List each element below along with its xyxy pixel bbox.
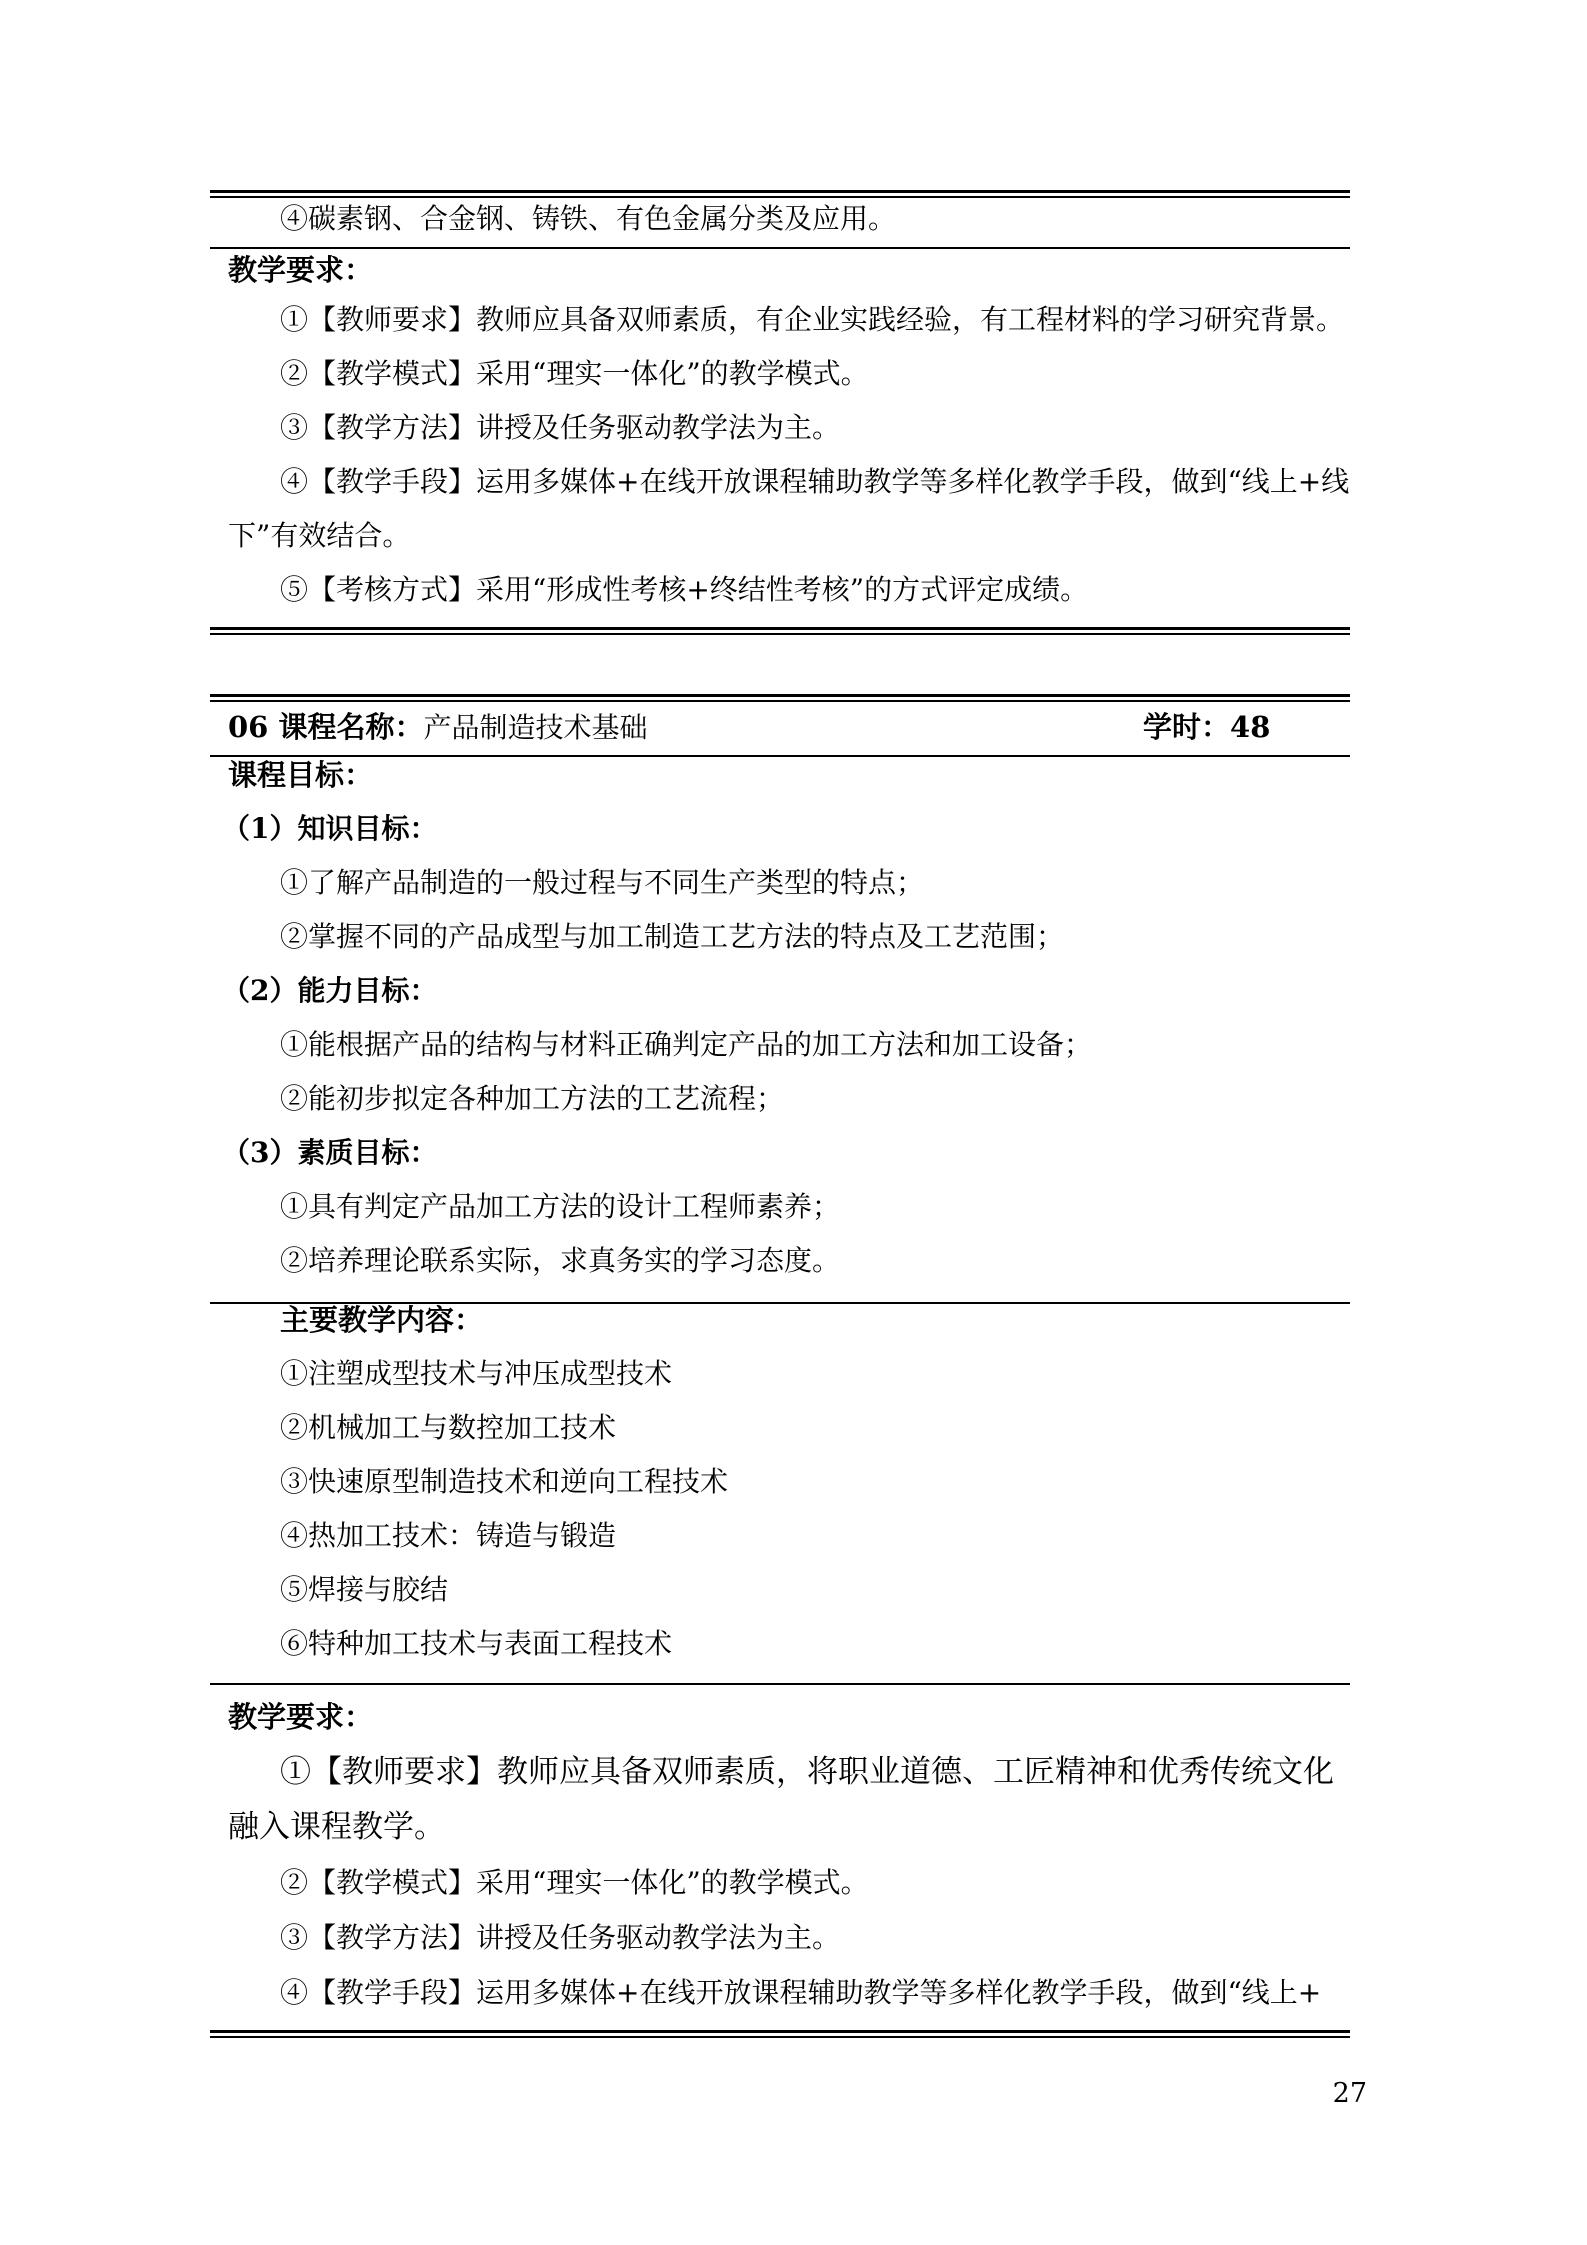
- course-requirements-row: [210, 1690, 1356, 2020]
- requirement-item: ②【教学模式】采用“理实一体化”的教学模式。: [280, 1866, 869, 1899]
- objective-group-title: （2）能力目标：: [222, 974, 438, 1007]
- requirement-item: ③【教学方法】讲授及任务驱动教学法为主。: [280, 411, 841, 444]
- objective-item: ②培养理论联系实际，求真务实的学习态度。: [280, 1244, 841, 1277]
- objective-group-title: （3）素质目标：: [222, 1136, 438, 1169]
- content-list-item: ⑥特种加工技术与表面工程技术: [280, 1627, 673, 1660]
- course-objectives-row: [210, 748, 1356, 1288]
- page-number: 27: [1332, 2078, 1367, 2109]
- requirement-item: ④【教学手段】运用多媒体+在线开放课程辅助教学等多样化教学手段，做到“线上+线下”有效结合。: [228, 465, 1350, 552]
- course-name: 产品制造技术基础: [423, 711, 648, 744]
- section-heading: 教学要求：: [228, 253, 374, 287]
- table-border-double-bottom: [210, 627, 1350, 635]
- page-bottom-table-border: [210, 2030, 1350, 2038]
- content-list-item: ③快速原型制造技术和逆向工程技术: [280, 1465, 729, 1498]
- requirement-item: ④【教学手段】运用多媒体+在线开放课程辅助教学等多样化教学手段，做到“线上+: [280, 1976, 1322, 2009]
- main-content-row: [210, 1293, 1356, 1671]
- row-divider: [210, 1683, 1350, 1685]
- objective-item: ①了解产品制造的一般过程与不同生产类型的特点；: [280, 866, 925, 899]
- objective-item: ①能根据产品的结构与材料正确判定产品的加工方法和加工设备；: [280, 1028, 1093, 1061]
- content-list-item: ⑤焊接与胶结: [280, 1573, 449, 1606]
- hours-value: 48: [1230, 710, 1271, 744]
- hours-label: 学时：: [1143, 710, 1231, 744]
- section-heading: 教学要求：: [228, 1700, 374, 1734]
- objective-item: ①具有判定产品加工方法的设计工程师素养；: [280, 1190, 841, 1223]
- requirement-item: ⑤【考核方式】采用“形成性考核+终结性考核”的方式评定成绩。: [280, 573, 1089, 606]
- requirement-item: ①【教师要求】教师应具备双师素质，将职业道德、工匠精神和优秀传统文化融入课程教学。: [228, 1754, 1334, 1845]
- section-heading: 主要教学内容：: [280, 1303, 484, 1337]
- section-heading: 课程目标：: [228, 758, 374, 792]
- objective-item: ②能初步拟定各种加工方法的工艺流程；: [280, 1082, 785, 1115]
- course-hours: [1143, 704, 1270, 750]
- prev-course-requirements-row: [210, 247, 1356, 617]
- requirement-item: ①【教师要求】教师应具备双师素质，有企业实践经验，有工程材料的学习研究背景。: [280, 303, 1345, 336]
- content-list-item: ①注塑成型技术与冲压成型技术: [280, 1357, 673, 1390]
- requirement-item: ③【教学方法】讲授及任务驱动教学法为主。: [280, 1921, 841, 1954]
- prev-course-content-row: [210, 196, 1356, 242]
- objective-item: ②掌握不同的产品成型与加工制造工艺方法的特点及工艺范围；: [280, 920, 1065, 953]
- content-list-item: ④热加工技术：铸造与锻造: [280, 1519, 617, 1552]
- course-number-label: 06 课程名称：: [228, 710, 424, 744]
- objective-group-title: （1）知识目标：: [222, 812, 438, 845]
- content-list-item: ②机械加工与数控加工技术: [280, 1411, 617, 1444]
- table-border-double-top: [210, 694, 1350, 702]
- requirement-item: ②【教学模式】采用“理实一体化”的教学模式。: [280, 357, 869, 390]
- content-item: ④碳素钢、合金钢、铸铁、有色金属分类及应用。: [280, 202, 897, 235]
